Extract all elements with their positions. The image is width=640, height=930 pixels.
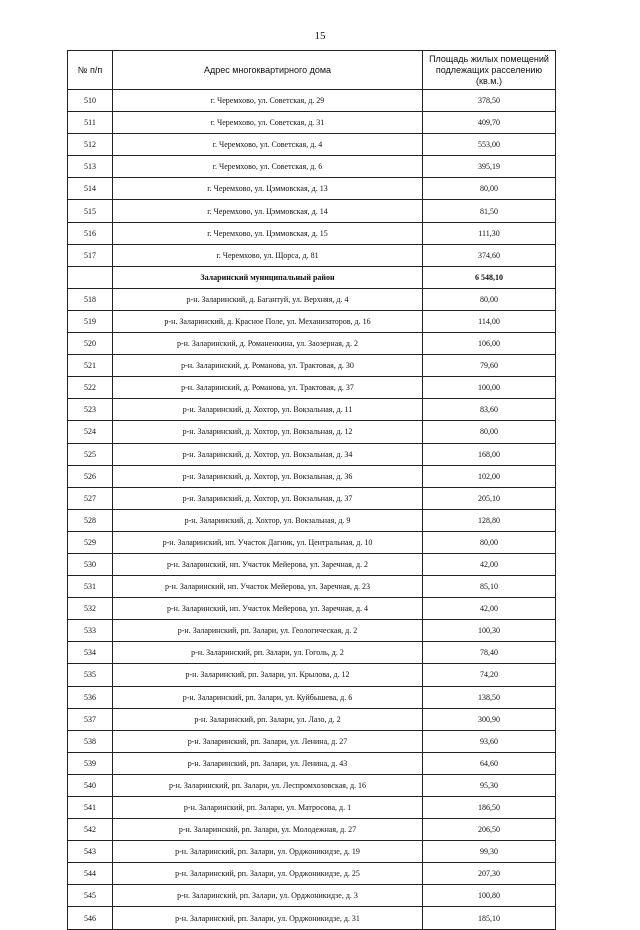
cell-number: 520: [68, 333, 113, 355]
table-row: [68, 907, 556, 929]
cell-number: [68, 266, 113, 288]
cell-area: 185,10: [423, 907, 556, 929]
cell-address: г. Черемхово, ул. Советская, д. 29: [113, 90, 423, 112]
cell-area: 395,19: [423, 156, 556, 178]
cell-area: 6 548,10: [423, 266, 556, 288]
cell-address: р-н. Заларинский, д. Багантуй, ул. Верхняя, д. 4: [113, 288, 423, 310]
cell-address: р-н. Заларинский, нп. Участок Мейерова, ул. Заречная, д. 4: [113, 598, 423, 620]
cell-address: р-н. Заларинский, нп. Участок Мейерова, ул. Заречная, д. 23: [113, 576, 423, 598]
cell-number: 524: [68, 421, 113, 443]
cell-number: 532: [68, 598, 113, 620]
table-row: [68, 178, 556, 200]
cell-area: 80,00: [423, 178, 556, 200]
cell-area: 168,00: [423, 443, 556, 465]
cell-address: р-н. Заларинский, д. Романенкина, ул. Заозерная, д. 2: [113, 333, 423, 355]
cell-area: 80,00: [423, 421, 556, 443]
cell-area: 83,60: [423, 399, 556, 421]
table-row: [68, 774, 556, 796]
cell-area: 111,30: [423, 222, 556, 244]
cell-number: 518: [68, 288, 113, 310]
cell-area: 99,30: [423, 841, 556, 863]
cell-number: 542: [68, 819, 113, 841]
cell-number: 514: [68, 178, 113, 200]
cell-area: 93,60: [423, 730, 556, 752]
cell-address: р-н. Заларинский, д. Хохтор, ул. Вокзальная, д. 12: [113, 421, 423, 443]
cell-area: 114,00: [423, 310, 556, 332]
cell-address: р-н. Заларинский, д. Хохтор, ул. Вокзальная, д. 11: [113, 399, 423, 421]
cell-address: р-н. Заларинский, рп. Залари, ул. Геологическая, д. 2: [113, 620, 423, 642]
cell-address: р-н. Заларинский, рп. Залари, ул. Куйбышева, д. 6: [113, 686, 423, 708]
table-row: [68, 465, 556, 487]
cell-address: р-н. Заларинский, рп. Залари, ул. Орджоникидзе, д. 19: [113, 841, 423, 863]
cell-area: 42,00: [423, 598, 556, 620]
header-number: № п/п: [68, 51, 113, 90]
cell-number: 516: [68, 222, 113, 244]
table-row: [68, 797, 556, 819]
cell-number: 541: [68, 797, 113, 819]
cell-area: 100,80: [423, 885, 556, 907]
cell-area: 553,00: [423, 134, 556, 156]
cell-area: 80,00: [423, 288, 556, 310]
cell-area: 85,10: [423, 576, 556, 598]
page-number: 15: [314, 30, 326, 42]
cell-area: 100,00: [423, 377, 556, 399]
cell-area: 138,50: [423, 686, 556, 708]
cell-area: 186,50: [423, 797, 556, 819]
cell-number: 512: [68, 134, 113, 156]
cell-area: 207,30: [423, 863, 556, 885]
table-row: [68, 531, 556, 553]
cell-number: 535: [68, 664, 113, 686]
cell-address: р-н. Заларинский, рп. Залари, ул. Орджоникидзе, д. 31: [113, 907, 423, 929]
cell-address: г. Черемхово, ул. Цэммовская, д. 14: [113, 200, 423, 222]
cell-address: р-н. Заларинский, нп. Участок Мейерова, ул. Заречная, д. 2: [113, 553, 423, 575]
cell-address: г. Черемхово, ул. Цэммовская, д. 13: [113, 178, 423, 200]
table-row: [68, 421, 556, 443]
cell-address: р-н. Заларинский, д. Хохтор, ул. Вокзальная, д. 34: [113, 443, 423, 465]
cell-address: р-н. Заларинский, рп. Залари, ул. Орджоникидзе, д. 3: [113, 885, 423, 907]
cell-number: 526: [68, 465, 113, 487]
cell-number: 530: [68, 553, 113, 575]
cell-number: 539: [68, 752, 113, 774]
cell-number: 546: [68, 907, 113, 929]
cell-area: 374,60: [423, 244, 556, 266]
table-row: [68, 288, 556, 310]
table-row: [68, 355, 556, 377]
cell-area: 81,50: [423, 200, 556, 222]
cell-address: г. Черемхово, ул. Советская, д. 4: [113, 134, 423, 156]
cell-number: 536: [68, 686, 113, 708]
table-row: [68, 598, 556, 620]
cell-area: 206,50: [423, 819, 556, 841]
cell-area: 128,80: [423, 509, 556, 531]
cell-area: 95,30: [423, 774, 556, 796]
table-row: [68, 730, 556, 752]
cell-area: 74,20: [423, 664, 556, 686]
cell-address: р-н. Заларинский, рп. Залари, ул. Ленина, д. 43: [113, 752, 423, 774]
cell-address: р-н. Заларинский, рп. Залари, ул. Гоголь, д. 2: [113, 642, 423, 664]
cell-number: 517: [68, 244, 113, 266]
cell-address: г. Черемхово, ул. Щорса, д. 81: [113, 244, 423, 266]
cell-number: 523: [68, 399, 113, 421]
cell-area: 80,00: [423, 531, 556, 553]
table-row: [68, 819, 556, 841]
cell-number: 545: [68, 885, 113, 907]
cell-address: р-н. Заларинский, рп. Залари, ул. Молодежная, д. 27: [113, 819, 423, 841]
cell-area: 106,00: [423, 333, 556, 355]
table-header-row: [68, 51, 556, 90]
table-row: [68, 90, 556, 112]
table-row: [68, 576, 556, 598]
cell-number: 540: [68, 774, 113, 796]
table-row: [68, 244, 556, 266]
table-row: [68, 333, 556, 355]
table-row: [68, 156, 556, 178]
cell-number: 528: [68, 509, 113, 531]
table-row: [68, 686, 556, 708]
cell-address: г. Черемхово, ул. Цэммовская, д. 15: [113, 222, 423, 244]
housing-registry-table: [67, 50, 556, 930]
table-row: [68, 134, 556, 156]
cell-address: г. Черемхово, ул. Советская, д. 6: [113, 156, 423, 178]
cell-number: 521: [68, 355, 113, 377]
cell-number: 529: [68, 531, 113, 553]
cell-address: р-н. Заларинский, д. Хохтор, ул. Вокзальная, д. 36: [113, 465, 423, 487]
table-row: [68, 708, 556, 730]
table-row: [68, 841, 556, 863]
cell-area: 300,90: [423, 708, 556, 730]
table-row: [68, 863, 556, 885]
cell-number: 531: [68, 576, 113, 598]
cell-area: 100,30: [423, 620, 556, 642]
cell-address: р-н. Заларинский, рп. Залари, ул. Крылова, д. 12: [113, 664, 423, 686]
header-area: Площадь жилых помещений подлежащих расселению (кв.м.): [423, 51, 556, 90]
cell-area: 409,70: [423, 112, 556, 134]
cell-area: 102,00: [423, 465, 556, 487]
table-row: [68, 310, 556, 332]
table-row: [68, 752, 556, 774]
cell-address: р-н. Заларинский, рп. Залари, ул. Орджоникидзе, д. 25: [113, 863, 423, 885]
table-row: [68, 664, 556, 686]
table-row: [68, 620, 556, 642]
cell-address: р-н. Заларинский, д. Хохтор, ул. Вокзальная, д. 37: [113, 487, 423, 509]
cell-address: р-н. Заларинский, д. Романова, ул. Трактовая, д. 30: [113, 355, 423, 377]
cell-address: р-н. Заларинский, нп. Участок Дагник, ул. Центральная, д. 10: [113, 531, 423, 553]
cell-number: 513: [68, 156, 113, 178]
header-address: Адрес многоквартирного дома: [113, 51, 423, 90]
table-row: [68, 443, 556, 465]
cell-address: р-н. Заларинский, д. Красное Поле, ул. Механизаторов, д. 16: [113, 310, 423, 332]
cell-number: 515: [68, 200, 113, 222]
table-body: [68, 90, 556, 930]
table-row: [68, 642, 556, 664]
cell-number: 537: [68, 708, 113, 730]
cell-number: 534: [68, 642, 113, 664]
table-row: [68, 553, 556, 575]
table-row: [68, 509, 556, 531]
cell-address: р-н. Заларинский, д. Романова, ул. Трактовая, д. 37: [113, 377, 423, 399]
cell-address: р-н. Заларинский, рп. Залари, ул. Леспромхозовская, д. 16: [113, 774, 423, 796]
cell-address: Заларинский муниципальный район: [113, 266, 423, 288]
cell-address: р-н. Заларинский, рп. Залари, ул. Матросова, д. 1: [113, 797, 423, 819]
cell-number: 527: [68, 487, 113, 509]
table-row: [68, 200, 556, 222]
cell-number: 511: [68, 112, 113, 134]
table-row: [68, 112, 556, 134]
cell-number: 543: [68, 841, 113, 863]
cell-area: 42,00: [423, 553, 556, 575]
cell-address: р-н. Заларинский, рп. Залари, ул. Ленина, д. 27: [113, 730, 423, 752]
cell-address: р-н. Заларинский, рп. Залари, ул. Лазо, д. 2: [113, 708, 423, 730]
cell-area: 78,40: [423, 642, 556, 664]
table-row: [68, 222, 556, 244]
cell-area: 378,50: [423, 90, 556, 112]
table-row: [68, 377, 556, 399]
cell-address: р-н. Заларинский, д. Хохтор, ул. Вокзальная, д. 9: [113, 509, 423, 531]
table-row: [68, 885, 556, 907]
cell-area: 79,60: [423, 355, 556, 377]
cell-area: 64,60: [423, 752, 556, 774]
cell-number: 519: [68, 310, 113, 332]
cell-area: 205,10: [423, 487, 556, 509]
table-group-row: [68, 266, 556, 288]
cell-number: 538: [68, 730, 113, 752]
cell-address: г. Черемхово, ул. Советская, д. 31: [113, 112, 423, 134]
cell-number: 522: [68, 377, 113, 399]
cell-number: 533: [68, 620, 113, 642]
cell-number: 510: [68, 90, 113, 112]
cell-number: 544: [68, 863, 113, 885]
cell-number: 525: [68, 443, 113, 465]
table-row: [68, 399, 556, 421]
table-row: [68, 487, 556, 509]
